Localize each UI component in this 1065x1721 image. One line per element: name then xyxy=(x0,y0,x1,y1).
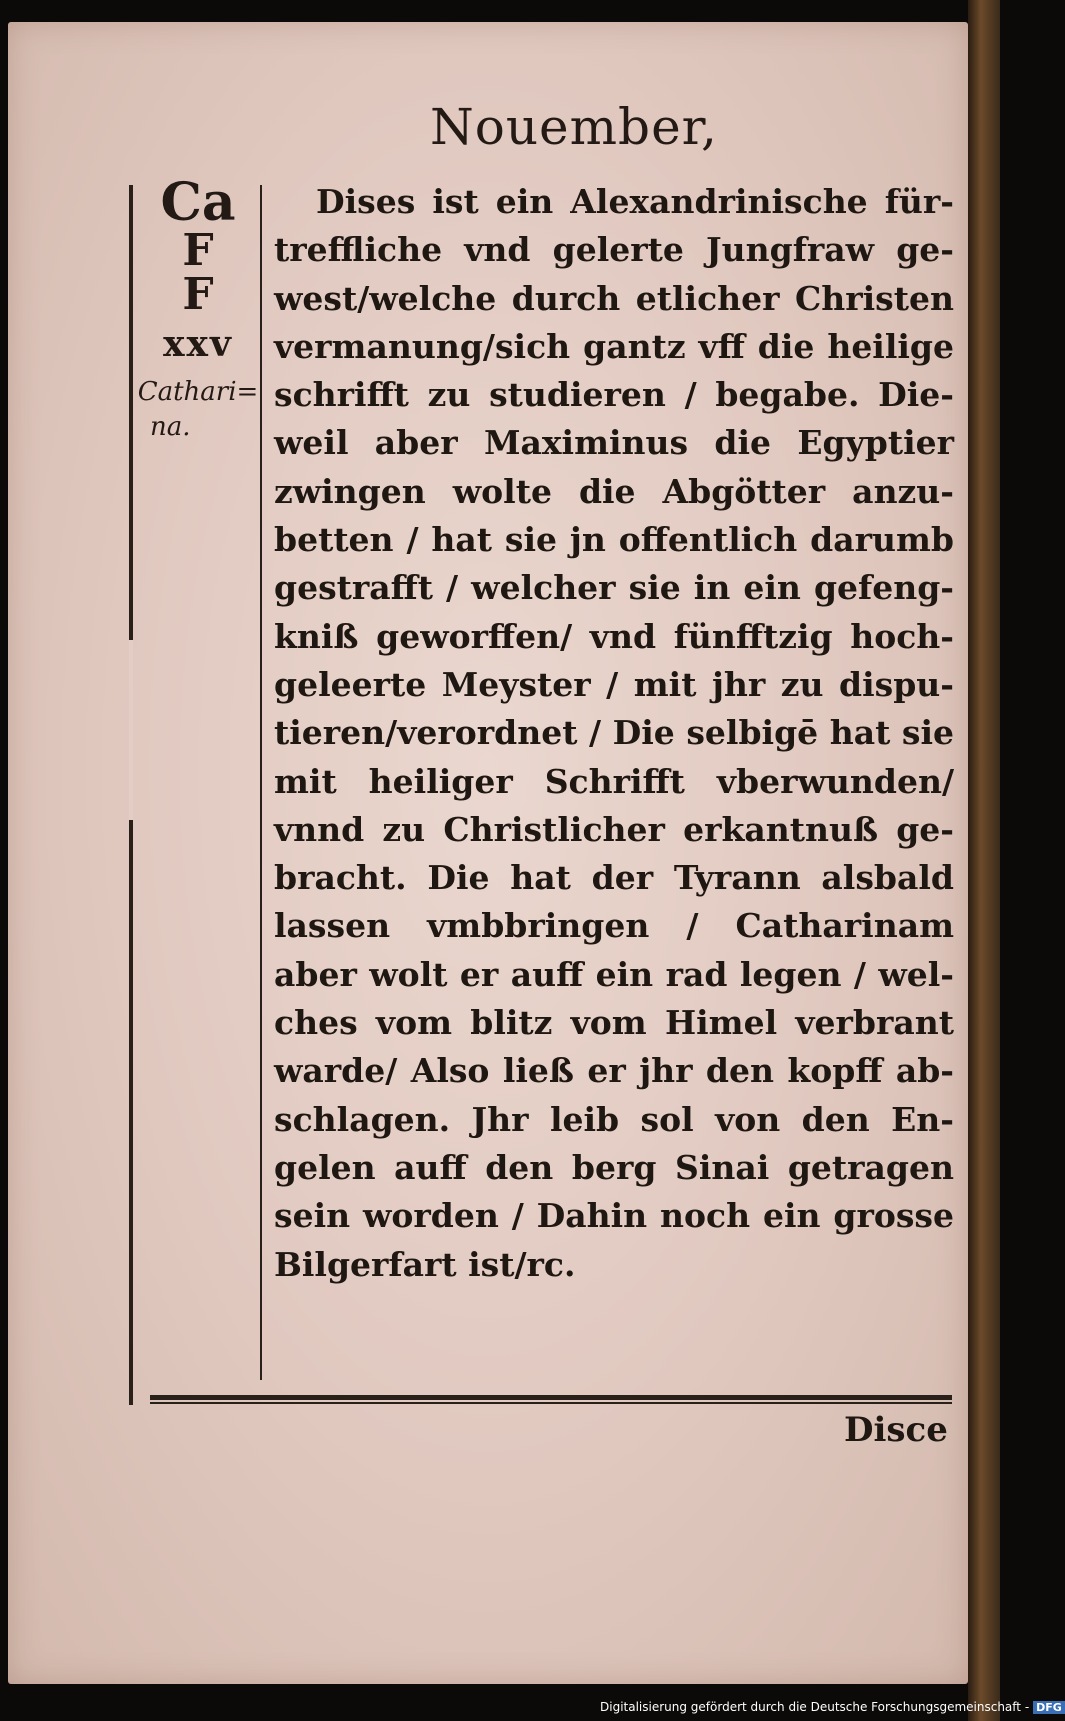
text-line: Dises ist ein Alexandrinische für- xyxy=(316,182,954,221)
margin-note-line: F xyxy=(182,269,214,320)
text-line: tieren/verordnet / Die selbigē hat sie xyxy=(274,713,954,753)
margin-note-name: na. xyxy=(150,412,191,442)
text-line: sein worden / Dahin noch ein grosse xyxy=(274,1196,954,1236)
text-line: gelen auff den berg Sinai getragen xyxy=(274,1147,954,1187)
margin-note-name: Cathari= xyxy=(137,377,259,407)
text-line: geleerte Meyster / mit jhr zu dispu- xyxy=(274,664,954,704)
bottom-rule-thin xyxy=(150,1402,952,1404)
dfg-logo: DFG xyxy=(1033,1701,1065,1714)
text-line: lassen vmbbringen / Catharinam xyxy=(274,906,954,946)
margin-rule-gap xyxy=(129,640,133,820)
text-line: Bilgerfart ist/rc. xyxy=(274,1244,576,1284)
digitization-footer xyxy=(600,1700,1065,1714)
text-line: schrifft zu studieren / begabe. Die- xyxy=(274,375,954,415)
text-line: aber wolt er auff ein rad legen / wel- xyxy=(274,954,954,994)
bottom-rule xyxy=(150,1395,952,1400)
text-line: schlagen. Jhr leib sol von den En- xyxy=(274,1099,954,1139)
text-line: treffliche vnd gelerte Jungfraw ge- xyxy=(274,230,954,270)
text-line: mit heiliger Schrifft vberwunden/ xyxy=(274,761,954,801)
text-line: weil aber Maximinus die Egyptier xyxy=(274,423,954,463)
text-line: kniß geworffen/ vnd fünfftzig hoch- xyxy=(274,616,954,656)
text-line: betten / hat sie jn offentlich darumb xyxy=(274,520,954,560)
text-line: bracht. Die hat der Tyrann alsbald xyxy=(274,858,954,898)
margin-note xyxy=(134,172,262,445)
footer-text: Digitalisierung gefördert durch die Deutsche Forschungsgemeinschaft - xyxy=(600,1700,1030,1714)
text-line: zwingen wolte die Abgötter anzu- xyxy=(274,471,954,511)
book-edge xyxy=(968,0,1000,1721)
text-line: vermanung/sich gantz vff die heilige xyxy=(274,326,954,366)
text-line: gestrafft / welcher sie in ein gefeng- xyxy=(274,568,954,608)
text-line: vnnd zu Christlicher erkantnuß ge- xyxy=(274,809,954,849)
text-line: west/welche durch etlicher Christen xyxy=(274,278,954,318)
text-line: warde/ Also ließ er jhr den kopff ab- xyxy=(274,1051,954,1091)
page-header: Nouember, xyxy=(430,98,718,156)
margin-note-line: F xyxy=(182,225,214,276)
margin-note-day: xxv xyxy=(163,323,233,365)
catchword: Disce xyxy=(844,1410,948,1450)
margin-note-line: Ca xyxy=(160,172,236,233)
text-line: ches vom blitz vom Himel verbrant xyxy=(274,1003,954,1043)
body-text xyxy=(274,178,954,1289)
